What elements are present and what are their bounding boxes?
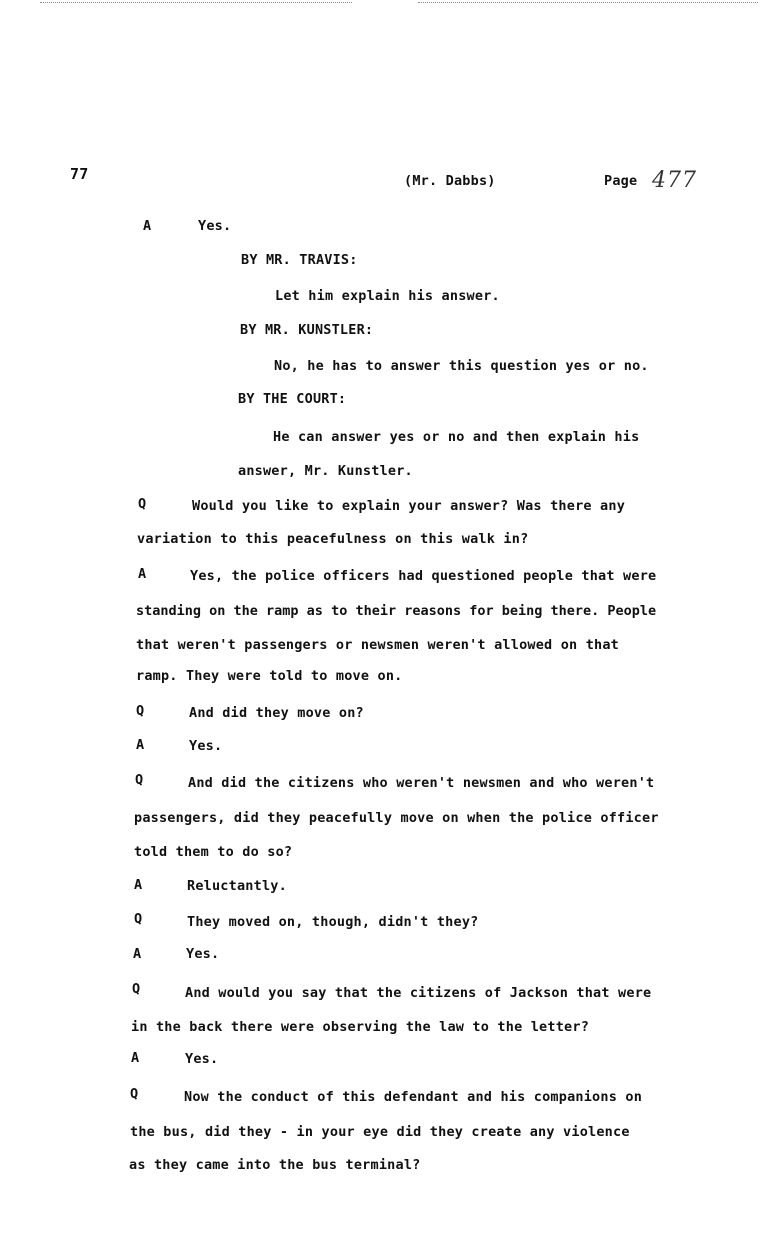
speaker-label: A [136,737,145,753]
page-number: 477 [652,168,697,193]
transcript-line: No, he has to answer this question yes or no. [274,358,649,374]
transcript-line: BY MR. TRAVIS: [241,252,358,268]
speaker-label: A [131,1050,140,1066]
transcript-line: He can answer yes or no and then explain his [273,429,640,445]
speaker-label: A [134,877,143,893]
speaker-label: Q [136,703,145,719]
transcript-line: Yes. [186,946,220,962]
transcript-line: that weren't passengers or newsmen weren't allowed on that [136,637,620,653]
transcript-line: They moved on, though, didn't they? [187,914,479,930]
transcript-line: in the back there were observing the law to the letter? [131,1019,590,1035]
scan-artifact-line [40,2,352,3]
transcript-line: And did the citizens who weren't newsmen and who weren't [188,775,655,791]
scan-artifact-line [418,2,758,3]
speaker-label: A [143,218,152,234]
page-label: Page [604,173,638,189]
speaker-label: Q [135,772,144,788]
transcript-line: the bus, did they - in your eye did they create any violence [130,1124,630,1140]
transcript-line: Yes. [189,738,223,754]
transcript-line: ramp. They were told to move on. [136,668,403,684]
speaker-label: Q [138,496,147,512]
transcript-line: told them to do so? [134,844,293,860]
transcript-line: Yes. [198,218,232,234]
transcript-line: Now the conduct of this defendant and his companions on [184,1089,643,1105]
transcript-line: variation to this peacefulness on this walk in? [137,531,529,547]
transcript-line: Reluctantly. [187,878,287,894]
speaker-label: A [133,946,142,962]
speaker-label: Q [130,1086,139,1102]
transcript-line: And did they move on? [189,705,364,721]
speaker-label: Q [132,981,141,997]
transcript-line: answer, Mr. Kunstler. [238,463,413,479]
transcript-line: as they came into the bus terminal? [129,1157,421,1173]
transcript-line: Yes, the police officers had questioned people that were [190,568,657,584]
transcript-line: Let him explain his answer. [275,288,500,304]
transcript-line: passengers, did they peacefully move on when the police officer [134,810,659,826]
transcript-line: BY THE COURT: [238,391,347,407]
line-number: 77 [70,165,89,183]
transcript-line: Yes. [185,1051,219,1067]
transcript-line: And would you say that the citizens of Jackson that were [185,985,652,1001]
transcript-line: BY MR. KUNSTLER: [240,322,374,338]
transcript-line: standing on the ramp as to their reasons for being there. People [136,603,657,619]
speaker-label: A [138,566,147,582]
speaker-label: Q [134,911,143,927]
witness-name: (Mr. Dabbs) [404,173,496,189]
transcript-line: Would you like to explain your answer? Was there any [192,498,626,514]
